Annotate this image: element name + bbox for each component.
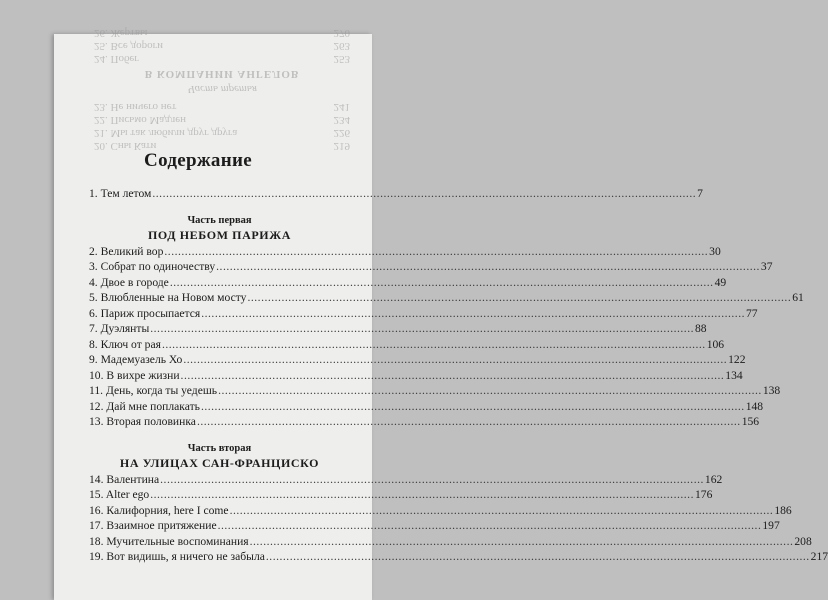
entry-label: 10. В вихре жизни (89, 368, 180, 382)
toc-entry (89, 321, 707, 337)
entry-label: 7. Дуэлянты (89, 322, 150, 335)
toc-entry (89, 368, 743, 384)
entry-label: 3. Собрат по одиночеству (89, 260, 216, 273)
dot-leader (266, 549, 810, 565)
dot-leader (152, 186, 696, 202)
toc-entry (89, 472, 723, 488)
toc-entry (89, 414, 760, 430)
entry-label: 13. Вторая половинка (89, 415, 196, 428)
part-one-head: Часть первая (187, 214, 252, 226)
part-two-head: Часть вторая (187, 442, 252, 454)
dot-leader (230, 503, 774, 519)
entry-label: 8. Ключ от рая (89, 337, 161, 351)
dot-leader (201, 306, 745, 322)
entry-page: 37 (760, 260, 773, 273)
entry-page: 49 (714, 275, 727, 289)
bleed-row: 25. Все дороги 263 (94, 40, 350, 52)
entry-page: 208 (794, 534, 812, 548)
entry-page: 7 (697, 187, 703, 200)
entry-label: 11. День, когда ты уедешь (89, 384, 218, 397)
entry-page: 162 (704, 472, 723, 486)
dot-leader (162, 337, 706, 353)
bleed-row: 24. Побег 253 (94, 53, 350, 65)
toc-entry (89, 306, 758, 322)
bleed-part-title: В КОМПАНИИ АНГЕЛОВ (144, 68, 300, 80)
entry-page: 30 (709, 244, 721, 258)
entry-page: 122 (728, 353, 746, 366)
toc-entry (89, 399, 764, 415)
toc-title: Содержание (144, 150, 252, 171)
entry-label: 17. Взаимное притяжение (89, 519, 217, 532)
toc-entry (89, 259, 773, 275)
dot-leader (197, 414, 741, 430)
bleed-row: 22. Письмо Мадлен 234 (94, 114, 350, 126)
entry-label: 15. Alter ego (89, 488, 150, 501)
bleed-part-head: Часть третья (187, 83, 257, 95)
part-one-title: ПОД НЕБОМ ПАРИЖА (148, 227, 291, 242)
dot-leader (150, 321, 694, 337)
dot-leader (247, 290, 791, 306)
toc-entry (89, 487, 713, 503)
entry-label: 12. Дай мне поплакать (89, 399, 200, 413)
toc-list (54, 186, 828, 565)
toc-entry (89, 518, 780, 534)
entry-label: 6. Париж просыпается (89, 306, 201, 320)
toc-entry (89, 186, 703, 202)
entry-page: 61 (792, 291, 804, 304)
entry-page: 77 (745, 306, 758, 320)
entry-label: 18. Мучительные воспоминания (89, 534, 249, 548)
entry-page: 138 (762, 384, 781, 397)
toc-entry (89, 275, 727, 291)
entry-page: 176 (694, 488, 713, 501)
entry-page: 156 (741, 415, 760, 428)
entry-page: 88 (695, 322, 707, 335)
book-page (54, 27, 828, 600)
toc-entry (89, 503, 792, 519)
entry-label: 4. Двое в городе (89, 275, 169, 289)
dot-leader (201, 399, 745, 415)
toc-entry (89, 244, 721, 260)
entry-label: 1. Тем летом (89, 187, 152, 200)
bleed-through-text (54, 27, 372, 160)
toc-entry (89, 337, 725, 353)
dot-leader (150, 487, 694, 503)
entry-page: 106 (706, 337, 725, 351)
dot-leader (218, 383, 762, 399)
entry-page: 217 (810, 550, 828, 563)
entry-label: 16. Калифорния, here I come (89, 503, 229, 517)
dot-leader (170, 275, 714, 291)
dot-leader (183, 352, 727, 368)
dot-leader (216, 259, 760, 275)
entry-label: 2. Великий вор (89, 244, 164, 258)
entry-label: 14. Валентина (89, 472, 160, 486)
entry-label: 9. Мадемуазель Хо (89, 353, 183, 366)
toc-entry (89, 290, 804, 306)
bleed-row: 23. Не ничего нет 241 (94, 101, 350, 113)
table-of-contents (54, 150, 828, 565)
toc-entry (89, 352, 746, 368)
entry-page: 186 (774, 503, 792, 517)
toc-entry (89, 549, 828, 565)
entry-label: 5. Влюбленные на Новом мосту (89, 291, 247, 304)
dot-leader (164, 244, 708, 260)
entry-page: 148 (745, 399, 764, 413)
bleed-row: 21. Мы так любили друг друга 226 (94, 127, 350, 139)
dot-leader (160, 472, 704, 488)
entry-page: 197 (762, 519, 780, 532)
entry-page: 134 (725, 368, 743, 382)
toc-entry (89, 383, 781, 399)
part-two-title: НА УЛИЦАХ САН-ФРАНЦИСКО (119, 455, 320, 470)
bleed-row: 20. Сны Кати 219 (94, 140, 350, 152)
toc-entry (89, 534, 812, 550)
dot-leader (250, 534, 794, 550)
dot-leader (218, 518, 762, 534)
entry-label: 19. Вот видишь, я ничего не забыла (89, 550, 265, 563)
dot-leader (181, 368, 725, 384)
bleed-row: 26. Жертвы 270 (94, 27, 350, 39)
